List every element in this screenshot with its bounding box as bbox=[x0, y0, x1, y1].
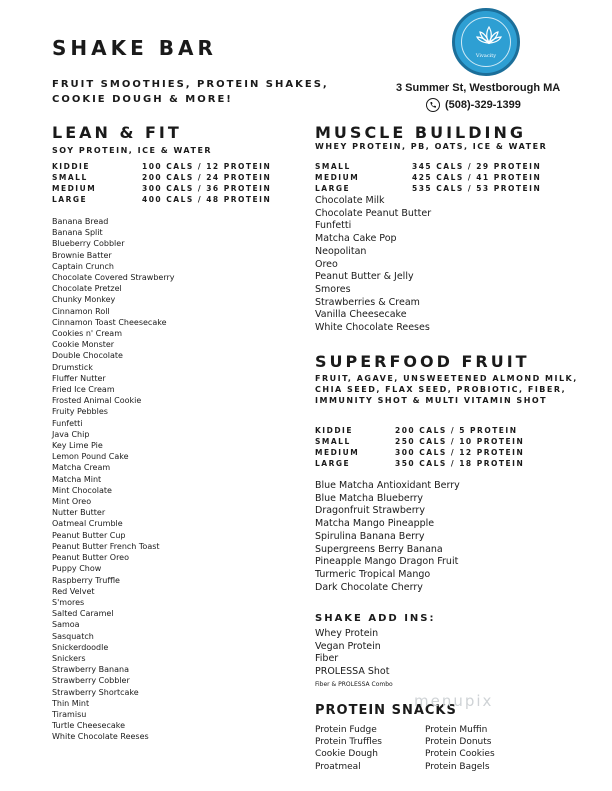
list-item: Vanilla Cheesecake bbox=[315, 309, 407, 321]
list-item: Dark Chocolate Cherry bbox=[315, 581, 423, 593]
list-item: White Chocolate Reeses bbox=[52, 732, 149, 742]
list-item: Key Lime Pie bbox=[52, 441, 103, 451]
list-item: Chocolate Peanut Butter bbox=[315, 207, 432, 219]
lean-fit-sub: SOY PROTEIN, ICE & WATER bbox=[52, 146, 213, 155]
list-item: Dragonfruit Strawberry bbox=[315, 505, 425, 517]
list-item: Protein Bagels bbox=[425, 761, 490, 772]
list-item: Peanut Butter Cup bbox=[52, 530, 126, 540]
list-item: Blue Matcha Antioxidant Berry bbox=[315, 480, 460, 491]
list-item: Protein Truffles bbox=[315, 737, 382, 748]
logo-text: Vivacity bbox=[475, 53, 497, 59]
muscle-sub: WHEY PROTEIN, PB, OATS, ICE & WATER bbox=[315, 142, 548, 151]
list-item: Fluffer Nutter bbox=[52, 373, 106, 383]
muscle-heading: MUSCLE BUILDING bbox=[315, 123, 526, 142]
list-item: Nutter Butter bbox=[52, 508, 106, 518]
list-item: Mint Oreo bbox=[52, 497, 92, 507]
list-item: Snickerdoodle bbox=[52, 642, 109, 652]
list-item: Proatmeal bbox=[315, 761, 361, 772]
list-item: Matcha Mint bbox=[52, 474, 102, 484]
size-row: SMALL 250 CALS / 10 PROTEIN bbox=[315, 437, 525, 446]
list-item: Puppy Chow bbox=[52, 564, 102, 574]
list-item: Matcha Mango Pineapple bbox=[315, 518, 435, 530]
lotus-icon bbox=[476, 25, 502, 47]
list-item: Fried Ice Cream bbox=[52, 385, 115, 395]
list-item: Vegan Protein bbox=[315, 640, 381, 652]
addins-list bbox=[315, 628, 389, 679]
list-item: Cinnamon Roll bbox=[52, 306, 110, 316]
size-row: KIDDIE 200 CALS / 5 PROTEIN bbox=[315, 426, 518, 435]
phone bbox=[426, 98, 521, 112]
list-item: Cookie Monster bbox=[52, 340, 115, 350]
list-item: Samoa bbox=[52, 620, 80, 630]
size-row: LARGE 535 CALS / 53 PROTEIN bbox=[315, 184, 542, 193]
list-item: Supergreens Berry Banana bbox=[315, 543, 443, 555]
list-item: Lemon Pound Cake bbox=[52, 452, 129, 462]
list-item: Java Chip bbox=[52, 429, 90, 439]
list-item: Frosted Animal Cookie bbox=[52, 396, 142, 406]
list-item: Banana Bread bbox=[52, 217, 109, 226]
addins-note: Fiber & PROLESSA Combo bbox=[315, 681, 393, 688]
list-item: Strawberry Banana bbox=[52, 665, 129, 675]
lean-fit-heading: LEAN & FIT bbox=[52, 123, 182, 142]
size-row: MEDIUM 300 CALS / 36 PROTEIN bbox=[52, 184, 272, 193]
snacks-left-column bbox=[315, 724, 425, 773]
list-item: Cookies n' Cream bbox=[52, 329, 122, 339]
list-item: Peanut Butter Oreo bbox=[52, 553, 129, 563]
list-item: Protein Cookies bbox=[425, 749, 495, 760]
list-item: Tiramisu bbox=[52, 709, 87, 719]
superfood-sizes bbox=[315, 425, 524, 469]
list-item: Blue Matcha Blueberry bbox=[315, 492, 424, 504]
list-item: Sasquatch bbox=[52, 631, 94, 641]
list-item: Chocolate Milk bbox=[315, 195, 385, 206]
muscle-flavor-list bbox=[315, 195, 431, 335]
size-row: MEDIUM 300 CALS / 12 PROTEIN bbox=[315, 448, 525, 457]
list-item: Salted Caramel bbox=[52, 609, 114, 619]
superfood-heading: SUPERFOOD FRUIT bbox=[315, 352, 530, 371]
size-row: LARGE 350 CALS / 18 PROTEIN bbox=[315, 459, 525, 468]
watermark: menupix bbox=[414, 692, 494, 710]
list-item: Matcha Cake Pop bbox=[315, 233, 397, 245]
list-item: Drumstick bbox=[52, 362, 93, 372]
list-item: Raspberry Truffle bbox=[52, 575, 120, 585]
list-item: White Chocolate Reeses bbox=[315, 322, 430, 334]
list-item: Funfetti bbox=[52, 418, 83, 428]
list-item: Protein Muffin bbox=[425, 725, 488, 735]
list-item: Chocolate Covered Strawberry bbox=[52, 273, 175, 283]
list-item: Protein Fudge bbox=[315, 725, 377, 735]
list-item: Cookie Dough bbox=[315, 749, 378, 760]
list-item: Fruity Pebbles bbox=[52, 407, 108, 417]
list-item: Turtle Cheesecake bbox=[52, 721, 126, 731]
list-item: Red Velvet bbox=[52, 586, 95, 596]
snacks-list bbox=[315, 724, 535, 773]
lean-fit-flavor-list bbox=[52, 216, 174, 743]
size-row: KIDDIE 100 CALS / 12 PROTEIN bbox=[52, 162, 272, 171]
list-item: Chocolate Pretzel bbox=[52, 284, 122, 294]
phone-icon bbox=[426, 98, 440, 112]
list-item: Chunky Monkey bbox=[52, 295, 116, 305]
snacks-right-column bbox=[425, 724, 535, 773]
list-item: Peanut Butter French Toast bbox=[52, 541, 160, 551]
list-item: Spirulina Banana Berry bbox=[315, 530, 425, 542]
list-item: Blueberry Cobbler bbox=[52, 239, 125, 249]
list-item: Peanut Butter & Jelly bbox=[315, 271, 414, 283]
list-item: Smores bbox=[315, 283, 351, 295]
list-item: Fiber bbox=[315, 653, 339, 665]
list-item: Double Chocolate bbox=[52, 351, 123, 361]
lean-fit-sizes bbox=[52, 161, 271, 205]
list-item: Pineapple Mango Dragon Fruit bbox=[315, 556, 459, 568]
snacks-heading: PROTEIN SNACKS bbox=[315, 703, 457, 718]
size-row: SMALL 200 CALS / 24 PROTEIN bbox=[52, 173, 272, 182]
logo bbox=[452, 8, 520, 76]
list-item: PROLESSA Shot bbox=[315, 666, 390, 678]
list-item: Whey Protein bbox=[315, 628, 379, 639]
size-row: MEDIUM 425 CALS / 41 PROTEIN bbox=[315, 173, 542, 182]
list-item: Oatmeal Crumble bbox=[52, 519, 123, 529]
page-subtitle: FRUIT SMOOTHIES, PROTEIN SHAKES, COOKIE DOUGH & MORE! bbox=[52, 79, 329, 105]
list-item: Captain Crunch bbox=[52, 261, 114, 271]
list-item: Thin Mint bbox=[52, 698, 90, 708]
list-item: S'mores bbox=[52, 597, 85, 607]
list-item: Strawberry Cobbler bbox=[52, 676, 130, 686]
list-item: Neopolitan bbox=[315, 245, 367, 257]
list-item: Oreo bbox=[315, 258, 338, 270]
list-item: Brownie Batter bbox=[52, 250, 112, 260]
list-item: Strawberry Shortcake bbox=[52, 687, 139, 697]
address: 3 Summer St, Westborough MA bbox=[396, 82, 561, 94]
phone-number: (508)-329-1399 bbox=[445, 99, 521, 111]
size-row: LARGE 400 CALS / 48 PROTEIN bbox=[52, 195, 272, 204]
superfood-sub: FRUIT, AGAVE, UNSWEETENED ALMOND MILK, CHIA SEED, FLAX SEED, PROBIOTIC, FIBER, IMMUNITY SHOT & MULTI VITAMIN SHOT bbox=[315, 374, 578, 405]
list-item: Banana Split bbox=[52, 228, 103, 238]
list-item: Turmeric Tropical Mango bbox=[315, 568, 431, 580]
muscle-sizes bbox=[315, 161, 541, 194]
list-item: Protein Donuts bbox=[425, 737, 492, 748]
list-item: Matcha Cream bbox=[52, 463, 111, 473]
size-row: SMALL 345 CALS / 29 PROTEIN bbox=[315, 162, 542, 171]
addins-heading: SHAKE ADD INS: bbox=[315, 613, 436, 624]
superfood-flavor-list bbox=[315, 480, 460, 594]
list-item: Cinnamon Toast Cheesecake bbox=[52, 317, 167, 327]
list-item: Strawberries & Cream bbox=[315, 296, 420, 308]
list-item: Funfetti bbox=[315, 220, 352, 232]
page-title: SHAKE BAR bbox=[52, 36, 217, 60]
list-item: Snickers bbox=[52, 653, 86, 663]
list-item: Mint Chocolate bbox=[52, 485, 112, 495]
